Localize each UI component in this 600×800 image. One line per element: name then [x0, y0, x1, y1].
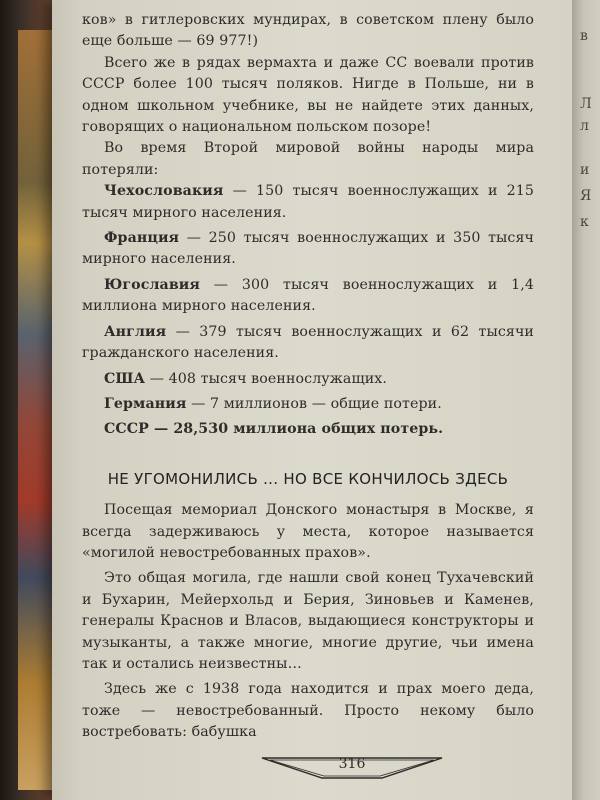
book-page [52, 0, 572, 800]
losses-text: — 408 тысяч военнослужащих. [145, 370, 388, 387]
paragraph: Посещая мемориал Донского монастыря в Москве, я всегда задерживаюсь у места, которое называется «могилой невостребованных прахов». [82, 502, 534, 561]
losses-entry [82, 369, 534, 390]
country-name: Германия [104, 395, 187, 412]
losses-text: — 28,530 миллиона общих потерь. [148, 421, 444, 438]
losses-entry-total [82, 419, 534, 440]
edge-letter: в [580, 28, 588, 44]
losses-entry [82, 181, 534, 224]
paragraph: Здесь же с 1938 года находится и прах моего деда, тоже — невостребованный. Просто некому было востребовать: бабушка [82, 681, 534, 741]
losses-text: — 7 миллионов — общие потери. [186, 395, 442, 412]
book-spine [0, 0, 60, 800]
section-heading: НЕ УГОМОНИЛИСЬ ... НО ВСЕ КОНЧИЛОСЬ ЗДЕСЬ [107, 469, 509, 488]
country-name: США [104, 370, 146, 387]
page-content [82, 10, 534, 744]
losses-text: — 150 тысяч военнослужащих и 215 тысяч мирного населения. [82, 183, 534, 221]
losses-text: — 300 тысяч военнослужащих и 1,4 миллиона мирного населения. [82, 276, 534, 315]
paragraph: ков» в гитлеровских мундирах, в советском плену было еще больше — 69 977!) [82, 12, 534, 50]
edge-letter: Л [580, 96, 592, 112]
country-name: Франция [104, 230, 180, 247]
country-name: СССР [104, 421, 149, 438]
losses-entry [82, 322, 534, 365]
country-name: Чехословакия [104, 183, 224, 200]
losses-text: — 379 тысяч военнослужащих и 62 тысячи гражданского населения. [82, 323, 534, 362]
paragraph: Это общая могила, где нашли свой конец Тухачевский и Бухарин, Мейерхольд и Берия, Зиновьев и Каменев, генералы Краснов и Власов, выдающиеся конструкторы и музыканты, а также многие, многие другие, чьи имена так и остались неизвестны… [82, 570, 534, 672]
next-page-edge [572, 0, 600, 800]
page-number-ornament [252, 752, 452, 782]
edge-letter: л [580, 118, 589, 134]
edge-letter: к [580, 214, 589, 230]
losses-entry [82, 228, 534, 271]
page-number: 316 [338, 756, 366, 772]
country-name: Англия [104, 323, 167, 340]
losses-entry [82, 394, 534, 415]
edge-letter: и [580, 162, 590, 178]
losses-entry [82, 275, 534, 318]
losses-text: — 250 тысяч военнослужащих и 350 тысяч мирного населения. [82, 230, 534, 268]
paragraph: Во время Второй мировой войны народы мира потеряли: [82, 140, 534, 178]
country-name: Югославия [104, 276, 201, 293]
edge-letter: Я [580, 188, 592, 204]
paragraph: Всего же в рядах вермахта и даже СС воевали против СССР более 100 тысяч поляков. Нигде в Польше, ни в одном школьном учебнике, вы не найдете этих данных, говорящих о национальном польском позоре! [82, 54, 534, 136]
